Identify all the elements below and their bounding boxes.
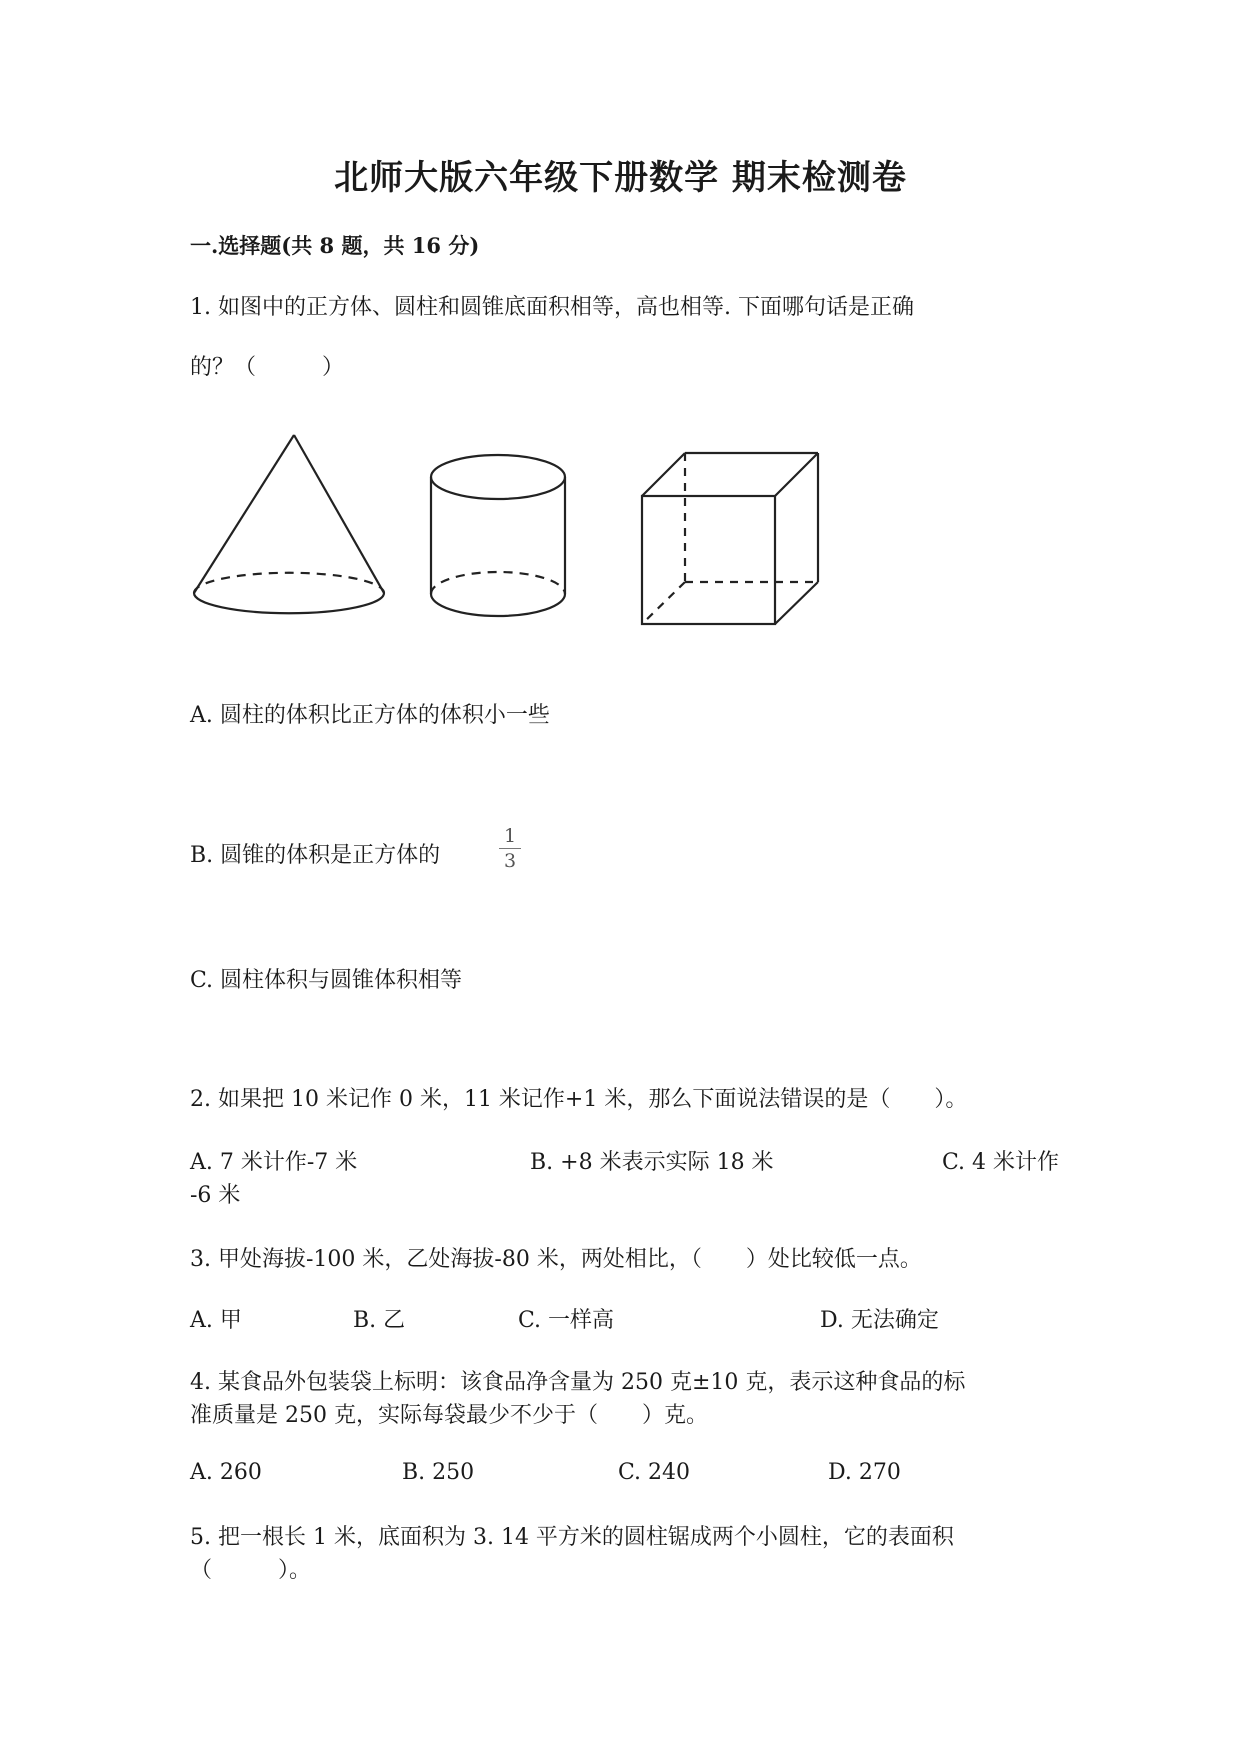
fraction-one-third xyxy=(497,826,523,871)
question-3-option-b: B. 乙 xyxy=(353,1308,406,1333)
question-2-option-c: C. 4 米计作 xyxy=(942,1150,1060,1175)
question-4-option-d: D. 270 xyxy=(828,1460,901,1485)
question-4-stem: 4. 某食品外包装袋上标明：该食品净含量为 250 克±10 克，表示这种食品的标 xyxy=(190,1370,966,1395)
cube-shape xyxy=(642,453,818,624)
question-3-option-d: D. 无法确定 xyxy=(820,1308,939,1333)
question-2-option-a: A. 7 米计作-7 米 xyxy=(190,1150,358,1175)
page-title: 北师大版六年级下册数学 期末检测卷 xyxy=(334,158,907,198)
question-4-option-a: A. 260 xyxy=(190,1460,262,1485)
question-4-option-c: C. 240 xyxy=(618,1460,691,1485)
question-1-option-a: A. 圆柱的体积比正方体的体积小一些 xyxy=(190,703,550,728)
question-4-option-b: B. 250 xyxy=(402,1460,475,1485)
question-2-option-c-cont: -6 米 xyxy=(190,1183,241,1208)
question-1-option-c: C. 圆柱体积与圆锥体积相等 xyxy=(190,968,463,993)
fraction-numerator: 1 xyxy=(503,825,517,847)
question-1-figure xyxy=(190,430,840,640)
question-3-stem: 3. 甲处海拔-100 米，乙处海拔-80 米，两处相比，（ ）处比较低一点。 xyxy=(190,1247,922,1272)
question-3-option-a: A. 甲 xyxy=(190,1308,242,1333)
question-3-option-c: C. 一样高 xyxy=(518,1308,615,1333)
cone-shape xyxy=(194,435,384,613)
fraction-bar xyxy=(499,848,521,849)
question-5-stem: 5. 把一根长 1 米，底面积为 3. 14 平方米的圆柱锯成两个小圆柱，它的表面积 xyxy=(190,1525,954,1550)
question-2-stem: 2. 如果把 10 米记作 0 米，11 米记作+1 米，那么下面说法错误的是（ ）。 xyxy=(190,1087,968,1112)
question-4-stem-cont: 准质量是 250 克，实际每袋最少不少于（ ）克。 xyxy=(190,1403,708,1428)
question-5-stem-cont: （ ）。 xyxy=(190,1558,312,1583)
question-1-option-b: B. 圆锥的体积是正方体的 xyxy=(190,843,441,868)
question-1-stem: 1. 如图中的正方体、圆柱和圆锥底面积相等，高也相等. 下面哪句话是正确 xyxy=(190,295,914,320)
cylinder-shape xyxy=(431,455,565,616)
question-1-stem-cont: 的？（ ） xyxy=(190,355,345,380)
section-heading: 一.选择题(共 8 题，共 16 分) xyxy=(190,233,480,258)
fraction-denominator: 3 xyxy=(503,850,517,872)
question-2-option-b: B. +8 米表示实际 18 米 xyxy=(530,1150,774,1175)
